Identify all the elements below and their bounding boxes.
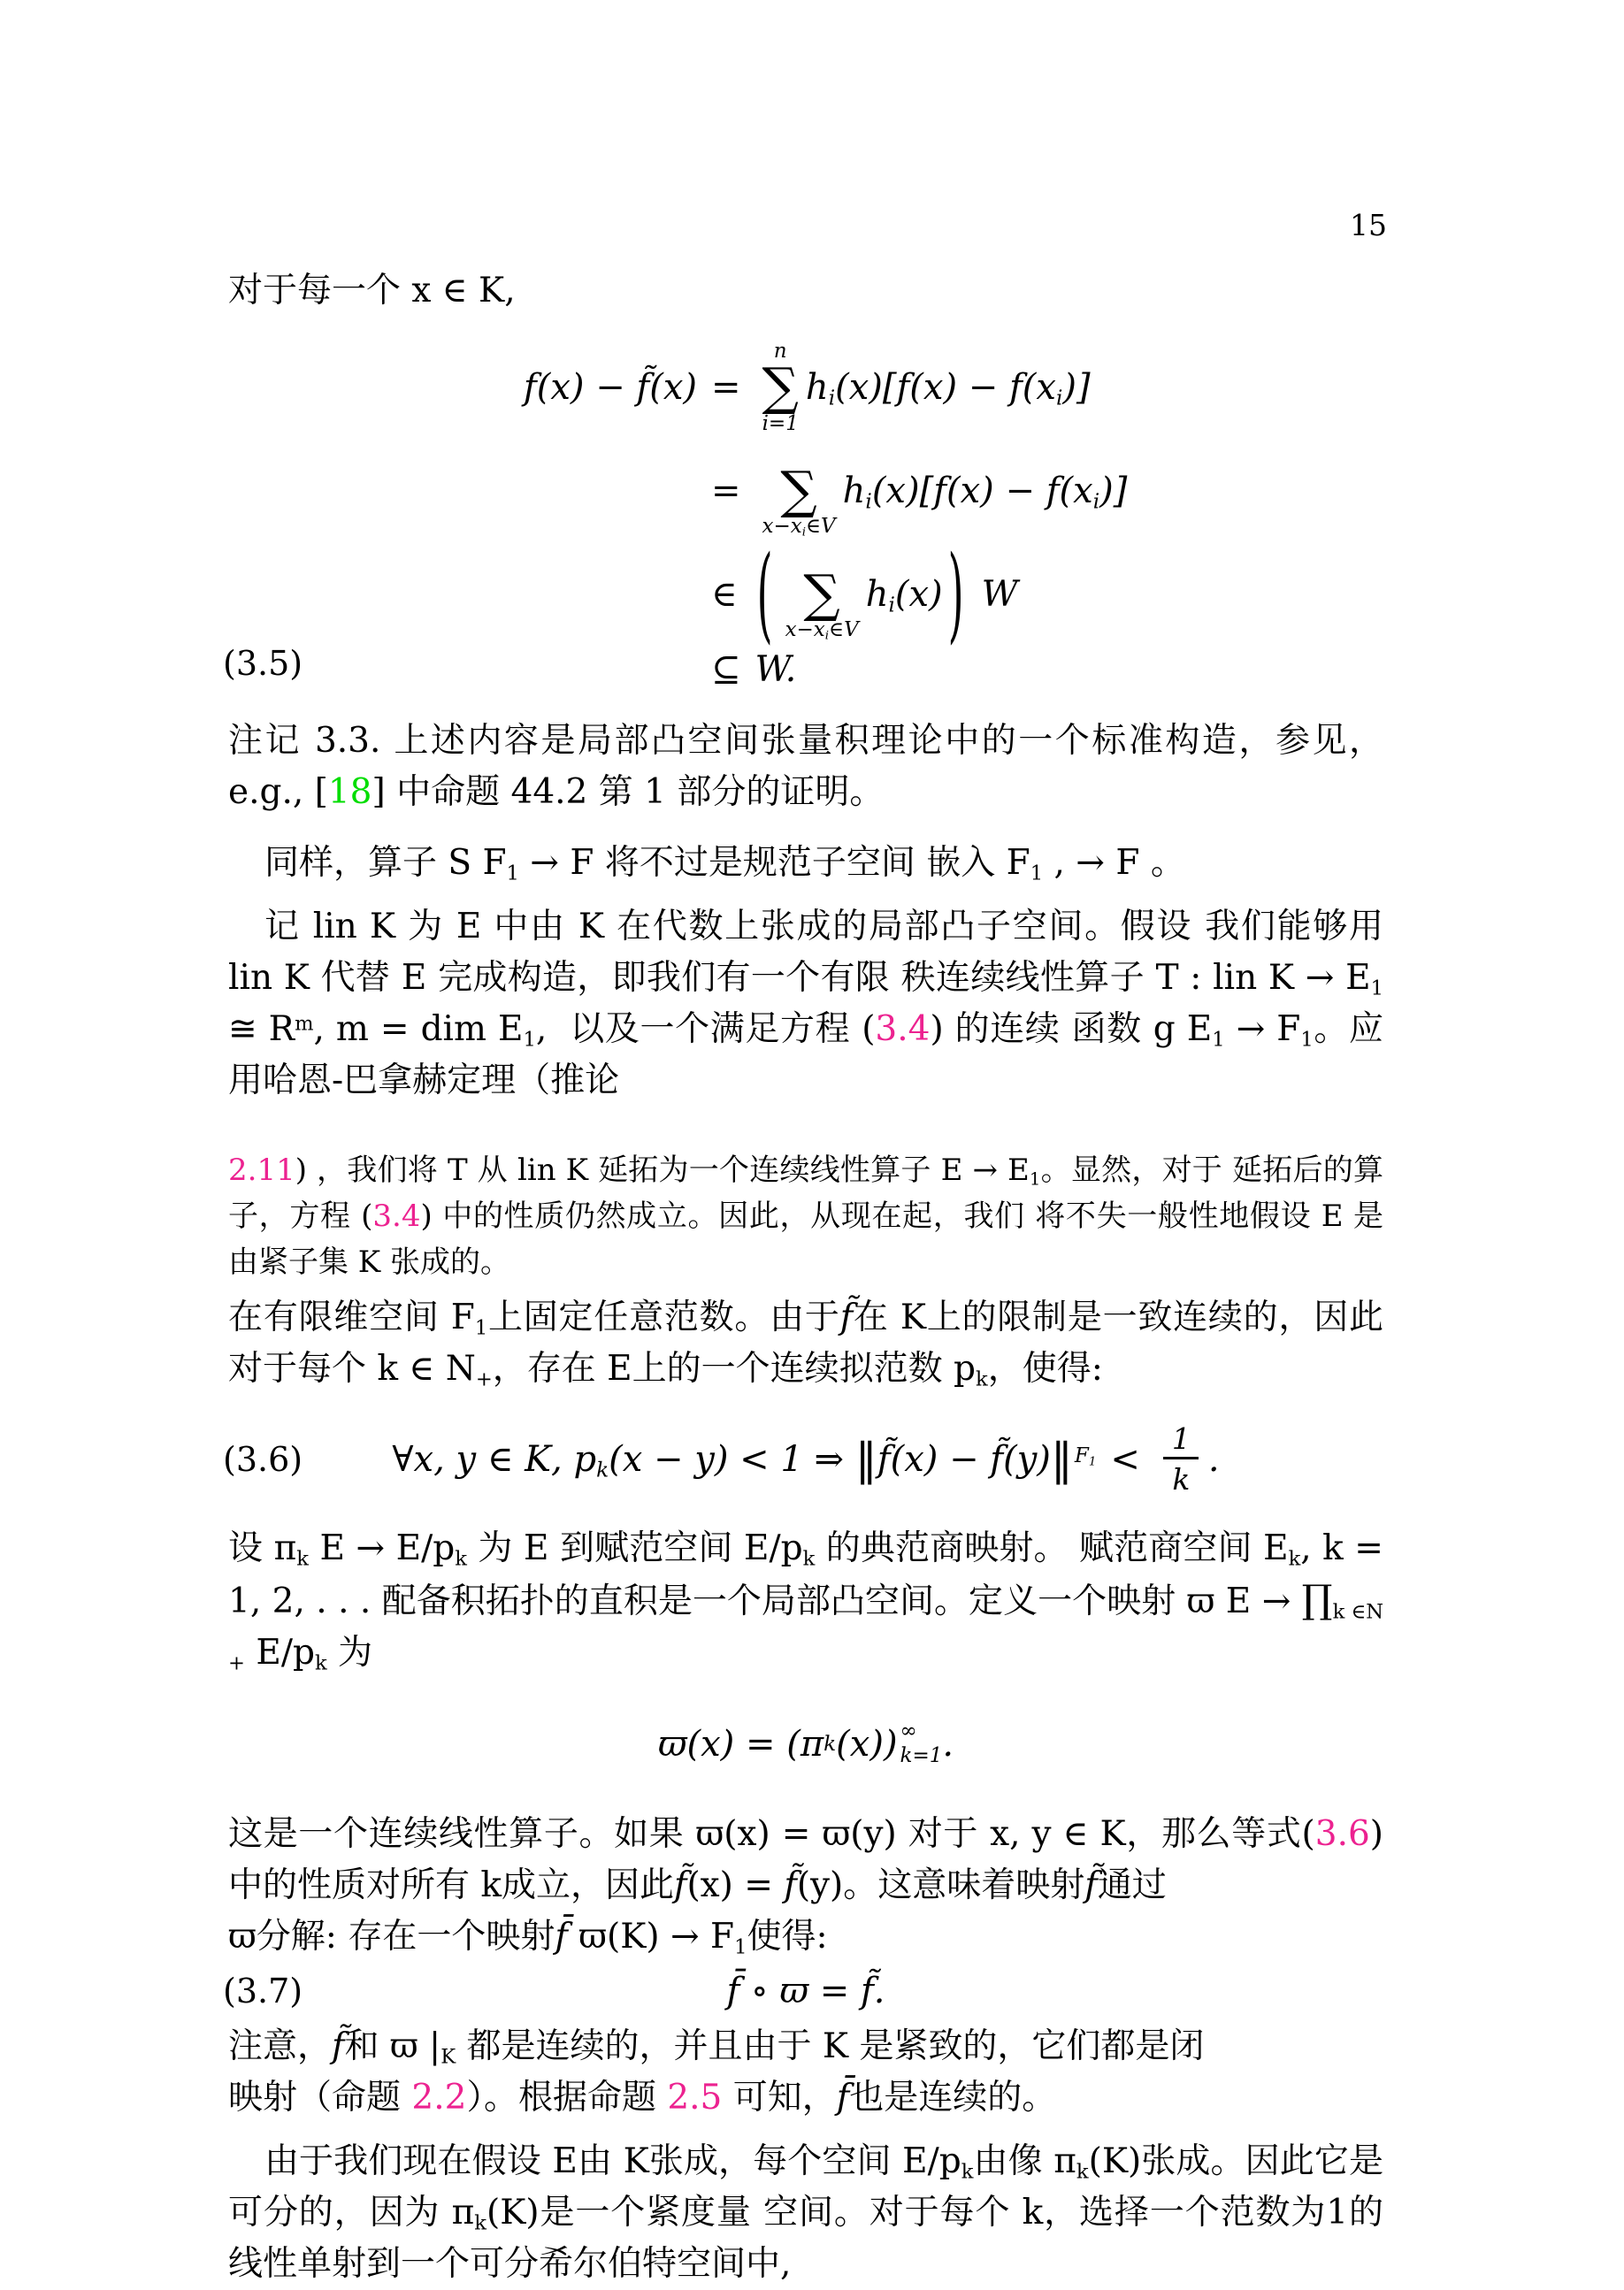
text-segment: f̄ — [836, 2078, 850, 2118]
element-of-sign: ∈ — [711, 573, 738, 615]
sigma-icon: ∑ — [803, 563, 840, 624]
equals-sign: = — [711, 366, 741, 408]
text-segment: 为 — [326, 1633, 373, 1673]
eq35-row4-tail: W. — [755, 649, 797, 691]
eq-varpi-lhs: ϖ(x) = (π — [657, 1723, 824, 1765]
text-segment: 1 — [474, 1316, 488, 1340]
text-segment: 也是连续的。 — [849, 2078, 1057, 2118]
text-segment: (x)[f(x) − f(x — [835, 366, 1056, 408]
text-segment: 1 — [1212, 1028, 1225, 1052]
text-segment: i — [801, 525, 806, 540]
text-segment: 注意， — [228, 2026, 333, 2067]
reference-link[interactable]: 3.4 — [875, 1009, 931, 1050]
text-segment: , → F 。 — [1043, 843, 1185, 884]
text-segment: k — [596, 1458, 609, 1482]
text-segment: m — [295, 1012, 314, 1036]
display-equation-3-7 — [223, 1971, 1383, 2012]
paragraph-factorization — [228, 1809, 1383, 1963]
eq37-body: f̄ ∘ ϖ = f̃. — [726, 1971, 885, 2012]
reference-link[interactable]: 18 — [327, 772, 372, 813]
text-segment: k — [1288, 1547, 1301, 1571]
reference-link[interactable]: 2.11 — [228, 1153, 295, 1189]
paragraph-fix-norm — [228, 1292, 1383, 1395]
fraction-denominator: k — [1163, 1457, 1199, 1497]
text-segment: 为 E 到赋范空间 E/p — [466, 1528, 803, 1569]
fraction-numerator: 1 — [1171, 1421, 1191, 1457]
text-segment: )中的性质对所有 k成立，因此 — [228, 1814, 1383, 1906]
paragraph-lin-k — [228, 901, 1395, 1107]
text-segment: f̃ — [332, 2026, 345, 2067]
text-segment: 通过 — [1097, 1865, 1167, 1906]
text-segment: (K)是一个紧度量 空间。对于每个 k，选择一个范数为1的线性单射到一个可分希尔伯特空间中, — [228, 2193, 1383, 2285]
text-segment: ≅ R — [228, 958, 1395, 1050]
text-segment: )] — [1062, 366, 1091, 408]
paragraph-intro — [228, 265, 1383, 317]
text-segment: 1 — [1029, 1168, 1041, 1190]
eq35-row-1 — [228, 340, 1383, 435]
summation-symbol — [785, 548, 859, 642]
equation-label-3-6: (3.6) — [223, 1439, 303, 1479]
sigma-icon: ∑ — [762, 356, 799, 417]
page-content — [223, 265, 1395, 2290]
text-segment: ) 的连续 函数 g E — [930, 1009, 1213, 1050]
intro-text: 对于每一个 x ∈ K, — [228, 271, 516, 310]
paragraph-remark-3-3 — [228, 716, 1383, 818]
text-segment: i — [888, 593, 895, 617]
eq-varpi-period: . — [942, 1723, 954, 1765]
text-segment: 同样，算子 S F — [264, 843, 507, 884]
less-than-sign: < — [1110, 1438, 1140, 1480]
text-segment: , k = 1, 2, . . . 配备积拓扑的直积是一个局部凸空间。定义一个映射 ϖ E → — [228, 1528, 1395, 1622]
text-segment: 由于我们现在假设 E由 K张成，每个空间 E/p — [264, 2141, 961, 2182]
text-segment: 映射（命题 — [228, 2078, 412, 2118]
text-segment: 都是连续的，并且由于 K 是紧致的，它们都是闭 — [456, 2026, 1205, 2067]
equation-label-3-7: (3.7) — [223, 1972, 303, 2011]
text-segment: k — [802, 1547, 816, 1571]
text-segment: i — [1055, 386, 1063, 410]
eq35-lhs: f(x) − f̃(x) — [523, 366, 697, 408]
text-segment: ∏ — [1301, 1577, 1333, 1623]
paragraph-quotient-maps — [228, 1523, 1395, 1679]
big-left-paren: ( — [756, 532, 773, 655]
text-segment: 。应用哈恩-巴拿赫定理（推论 — [228, 1009, 1383, 1101]
text-segment: 可知， — [722, 2078, 837, 2118]
text-segment: f̃ — [1084, 1865, 1098, 1906]
text-segment: K — [440, 2045, 456, 2069]
text-segment: k ∈N + — [228, 1600, 1390, 1675]
subscript-k-equals-1: k=1 — [900, 1743, 943, 1767]
summation-symbol — [762, 444, 836, 539]
text-segment: 1 — [734, 1935, 747, 1959]
text-segment: 使得: — [747, 1917, 828, 1957]
text-segment: (y)。这意味着映射 — [796, 1865, 1085, 1906]
summation-symbol — [762, 340, 799, 435]
text-segment: 和 ϖ | — [344, 2026, 441, 2067]
text-segment: 上固定任意范数。由于 — [487, 1298, 840, 1338]
text-segment: 由像 π — [973, 2141, 1076, 2182]
text-segment: F — [1074, 1444, 1089, 1467]
text-segment: 注记 3.3. 上述内容是局部凸空间张量积理论中的一个标准构造，参见，e.g., [ — [228, 721, 1383, 813]
superscript-infinity: ∞ — [900, 1719, 917, 1743]
text-segment: (x) — [894, 573, 943, 615]
norm-body: f̃(x) − f̃(y) — [877, 1438, 1051, 1480]
text-segment: ϖ分解: 存在一个映射 — [228, 1917, 555, 1957]
text-segment: 1 — [1088, 1455, 1097, 1469]
text-segment: 1 — [523, 1028, 536, 1052]
display-equation-3-5 — [223, 340, 1383, 691]
paragraph-continuation-2-11 — [228, 1147, 1383, 1285]
text-segment: → F 将不过是规范子空间 嵌入 F — [518, 843, 1030, 884]
text-segment: ，使得: — [987, 1349, 1103, 1390]
text-segment: (x) = — [686, 1865, 785, 1906]
text-segment: 这是一个连续线性算子。如果 ϖ(x) = ϖ(y) 对于 x, y ∈ K，那么等式( — [228, 1814, 1315, 1855]
text-segment: (x)[f(x) − f(x — [871, 471, 1093, 512]
text-segment: (x − y) < 1 — [609, 1438, 815, 1480]
text-segment: (K)张成。因此它是可分的，因为 π — [228, 2141, 1383, 2233]
eq-varpi-mid: (x)) — [836, 1723, 898, 1765]
text-segment: 1 — [1030, 862, 1044, 885]
sigma-icon: ∑ — [780, 459, 817, 520]
text-segment: i — [1092, 489, 1100, 514]
text-segment: ⇒ — [814, 1438, 855, 1480]
text-segment: ] 中命题 44.2 第 1 部分的证明。 — [372, 772, 885, 813]
text-segment: 在 K上的限制是一致连续的，因此对于每个 k ∈ N — [228, 1298, 1383, 1390]
text-segment: ϖ(K) → F — [567, 1917, 735, 1957]
text-segment: f̄ — [555, 1917, 568, 1957]
text-segment: i — [865, 489, 872, 514]
text-segment: 的典范商映射。 赋范商空间 E — [815, 1528, 1289, 1569]
text-segment: ∀x, y ∈ K, p — [392, 1438, 597, 1480]
text-segment: 在有限维空间 F — [228, 1298, 475, 1338]
paragraph-separable — [228, 2136, 1383, 2290]
text-segment: k — [296, 1547, 309, 1571]
eq35-row-3 — [228, 532, 1383, 655]
text-segment: 。显然，对于 延拓后的算子，方程 ( — [228, 1153, 1384, 1235]
text-segment: h — [805, 366, 829, 408]
display-equation-3-6: (3.6) ∀x, y ∈ K, $p_k(x - y) < 1$ ⇒ ‖ f̃(x) − f̃(y) ‖ $F_1$ < $\frac{1}{k}$ . — [223, 1421, 1220, 1497]
paragraph-operator-s — [228, 838, 1383, 889]
text-segment: k — [976, 1367, 988, 1391]
display-equation-varpi: ϖ(x) = (π k (x)) ∞ k=1 . — [657, 1719, 954, 1767]
eq35-row-2 — [228, 444, 1383, 539]
text-segment: 1 — [506, 862, 519, 885]
text-segment: x−x — [785, 617, 825, 641]
text-segment: )] — [1099, 471, 1128, 512]
text-segment: + — [475, 1367, 493, 1391]
reference-link[interactable]: 3.4 — [372, 1199, 421, 1235]
text-segment: ，存在 E上的一个连续拟范数 p — [492, 1349, 977, 1390]
reference-link[interactable]: 2.2 — [411, 2078, 467, 2118]
text-segment: ) ，我们将 T 从 lin K 延拓为一个连续线性算子 E → E — [295, 1153, 1030, 1189]
text-segment: k — [314, 1651, 327, 1675]
equation-label-3-5: (3.5) — [223, 644, 303, 684]
text-segment: 记 lin K 为 E 中由 K 在代数上张成的局部凸子空间。假设 我们能够用 lin K 代替 E 完成构造，即我们有一个有限 秩连续线性算子 T : lin K → E — [228, 907, 1395, 999]
page-number: 15 — [1350, 208, 1387, 242]
fraction-1-over-k — [1163, 1421, 1199, 1497]
text-segment: , m = dim E — [313, 1009, 524, 1050]
text-segment: h — [865, 573, 889, 615]
text-segment: i — [828, 386, 836, 410]
text-segment: k — [474, 2211, 486, 2235]
text-segment: k — [1076, 2160, 1089, 2184]
text-segment: i=1 — [762, 411, 799, 435]
reference-link[interactable]: 3.6 — [1314, 1814, 1370, 1855]
text-segment: k — [455, 1547, 467, 1571]
eq35-row-4 — [228, 650, 1383, 689]
text-segment: f̃ — [784, 1865, 797, 1906]
eq-varpi-limits — [900, 1719, 943, 1768]
text-segment: ∈V — [829, 617, 859, 641]
text-segment: E → E/p — [308, 1528, 456, 1569]
paragraph-note-continuous — [228, 2021, 1383, 2124]
text-segment: h — [842, 471, 866, 512]
text-segment: n — [773, 340, 787, 363]
subset-sign: ⊆ — [711, 649, 741, 691]
equals-sign: = — [711, 471, 741, 512]
text-segment: i — [824, 629, 830, 643]
text-segment: 设 π — [228, 1528, 297, 1569]
eq35-row3-tail: W — [981, 573, 1018, 615]
text-segment: ∈V — [806, 515, 836, 539]
text-segment: → F — [1224, 1009, 1301, 1050]
text-segment: ）。根据命题 — [466, 2078, 668, 2118]
text-segment: 1 — [1300, 1028, 1314, 1052]
text-segment: x−x — [762, 515, 802, 539]
text-segment: f̃ — [839, 1298, 854, 1338]
text-segment: 1 — [1370, 977, 1383, 1000]
big-right-paren: ) — [947, 532, 964, 655]
reference-link[interactable]: 2.5 — [667, 2078, 723, 2118]
text-segment: f̃ — [674, 1865, 687, 1906]
text-segment: , 以及一个满足方程 ( — [535, 1009, 876, 1050]
text-segment: k — [961, 2160, 974, 2184]
text-segment: E/p — [244, 1633, 315, 1673]
text-segment: ) 中的性质仍然成立。因此，从现在起，我们 将不失一般性地假设 E 是由紧子集 K 张成的。 — [228, 1199, 1383, 1281]
eq36-period: . — [1207, 1438, 1220, 1480]
